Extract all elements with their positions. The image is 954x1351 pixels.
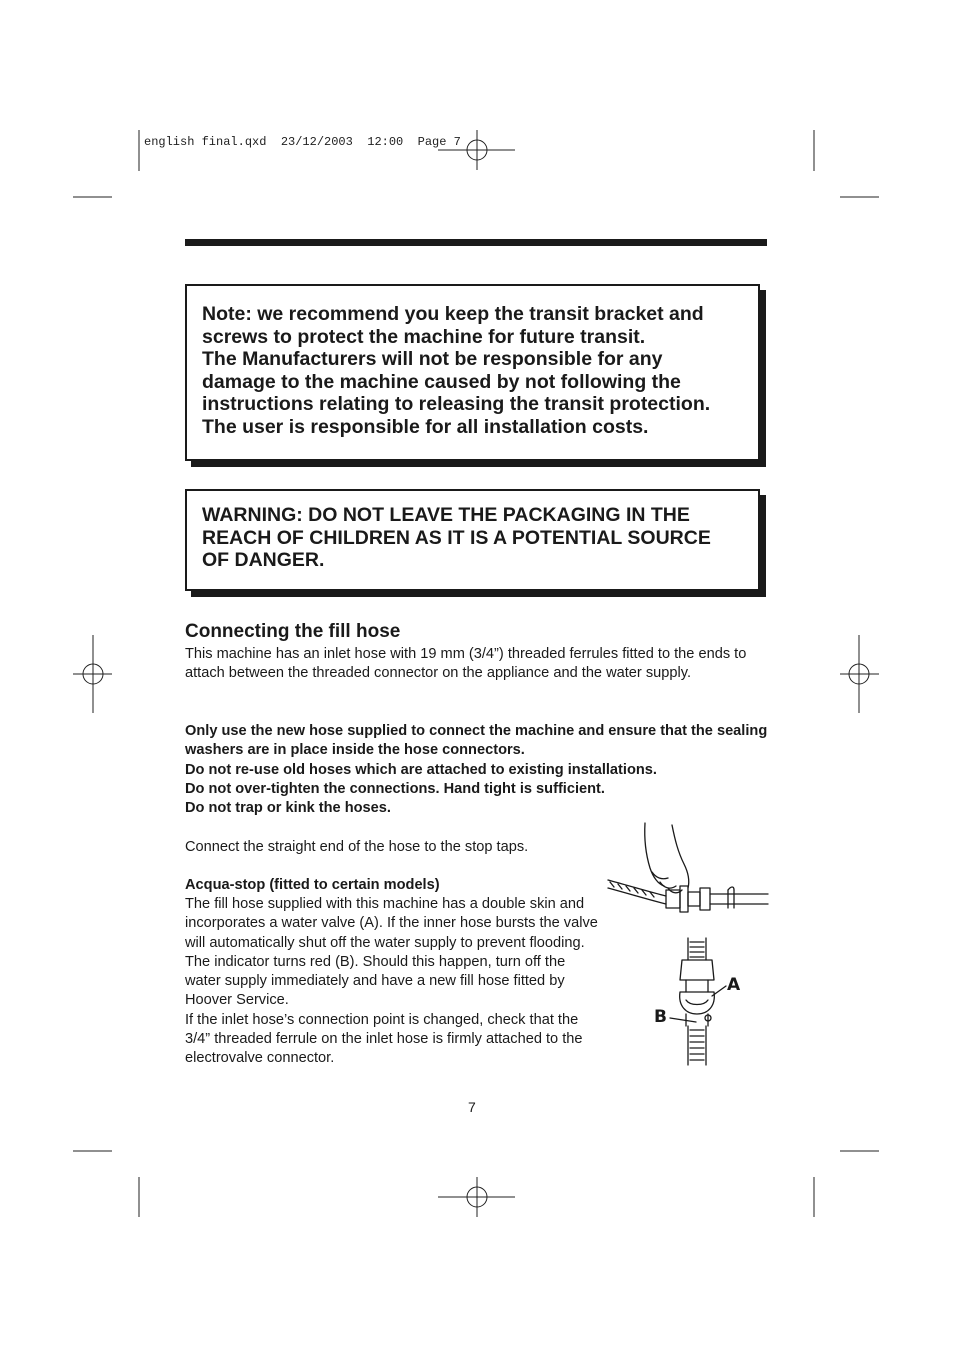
acqua-stop-heading: Acqua-stop (fitted to certain models) [185,877,440,893]
label-a: A [727,975,741,995]
note-line: screws to protect the machine for future transit. [202,325,646,348]
note-line: The Manufacturers will not be responsible for any [202,348,663,371]
connect-paragraph: Connect the straight end of the hose to the stop taps. [185,839,529,855]
acqua-stop-paragraph [185,895,600,1069]
acqua-stop-text: The fill hose supplied with this machine has a double skin and incorporates a water valve (A). If the inner hose bursts the valve will automatically shut off the water supply to prevent flooding. The indicator turns red (B). Should this happen, turn off the water supply immediately and have a new fill hose fitted by Hoover Service. [185,896,598,1009]
intro-paragraph: This machine has an inlet hose with 19 mm (3/4”) threaded ferrules fitted to the ends to attach between the threaded connector on the appliance and the water supply. [185,646,747,682]
acqua-stop-text-2: If the inlet hose’s connection point is changed, check that the 3/4” threaded ferrule on the inlet hose is firmly attached to the electrovalve connector. [185,1011,583,1067]
warning-box [185,489,760,591]
warning-line: REACH OF CHILDREN AS IT IS A POTENTIAL SOURCE [202,526,711,549]
section-heading: Connecting the fill hose [185,621,401,642]
registration-target-right [840,635,879,713]
instruction-line: Do not over-tighten the connections. Hand tight is sufficient. [185,780,605,797]
instruction-line: Do not re-use old hoses which are attached to existing installations. [185,761,657,778]
hose-illustration [600,820,775,1070]
instruction-line: Only use the new hose supplied to connect the machine and ensure that the sealing washers are in place inside the hose connectors. [185,723,768,759]
label-b: B [654,1007,667,1027]
note-box [185,284,760,461]
warning-line: WARNING: DO NOT LEAVE THE PACKAGING IN THE [202,504,690,526]
warning-line: OF DANGER. [202,549,325,572]
note-line: Note: we recommend you keep the transit bracket and [202,303,704,325]
registration-target-left [73,635,112,713]
registration-target-bottom [438,1177,515,1217]
note-line: instructions relating to releasing the transit protection. [202,393,711,416]
instruction-line: Do not trap or kink the hoses. [185,800,391,817]
header-rule [185,239,767,246]
file-slug: english final.qxd 23/12/2003 12:00 Page 7 [144,135,461,149]
page-number: 7 [468,1099,476,1115]
note-line: The user is responsible for all installation costs. [202,415,649,438]
note-line: damage to the machine caused by not following the [202,370,681,393]
hose-instructions [185,722,775,818]
